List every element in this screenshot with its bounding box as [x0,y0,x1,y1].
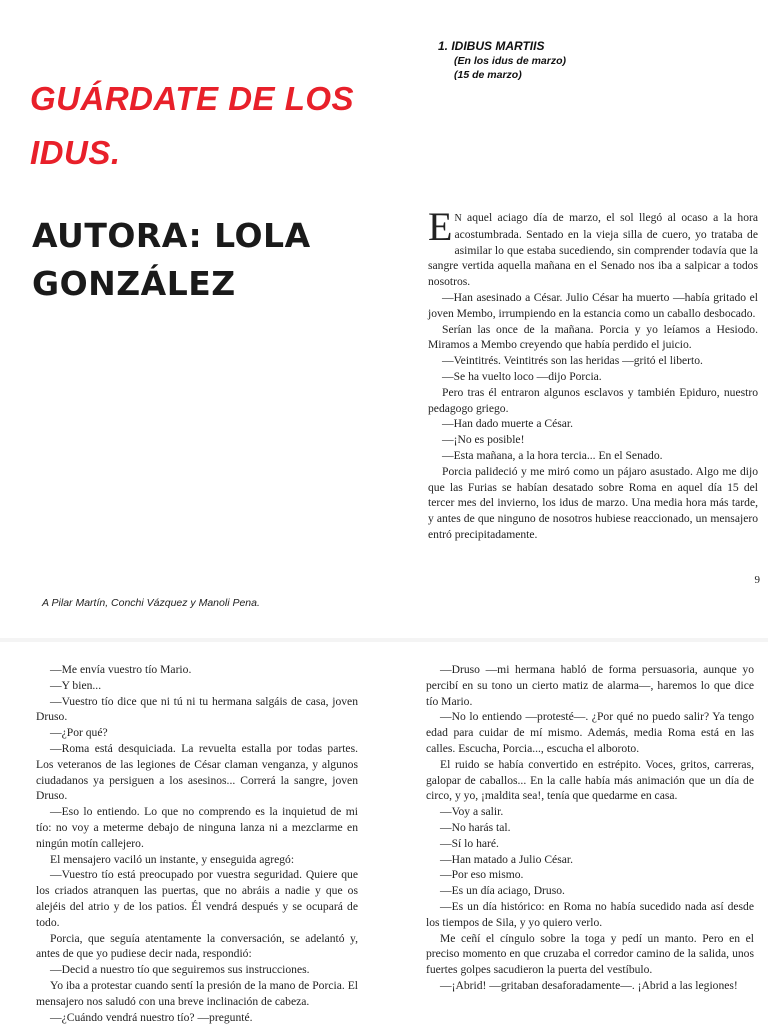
paragraph: —Esta mañana, a la hora tercia... En el Senado. [442,448,663,462]
title-page [0,0,384,640]
chapter-page [384,0,768,640]
paragraph: —¡No es posible! [442,433,525,447]
paragraph: Yo iba a protestar cuando sentí la presión de la mano de Porcia. El mensajero nos saludó con una breve inclinación de cabeza. [36,978,358,1008]
paragraph: —¡Abrid! —gritaban desaforadamente—. ¡Abrid a las legiones! [440,978,738,992]
paragraph: El ruido se había convertido en estrépito. Voces, gritos, carreras, galopar de caballos... En la calle había más animación que un día de circo, y yo, ¡maldita sea!, tenía que quedarme en casa. [426,757,754,803]
paragraph: —¿Por qué? [50,726,108,740]
paragraph: —Es un día aciago, Druso. [440,884,565,898]
paragraph: Me ceñí el cíngulo sobre la toga y pedí un manto. Pero en el preciso momento en que cruzaba el corredor camino de la salida, unos fuertes golpes sacudieron la puerta del vestíbulo. [426,931,754,977]
dedication: A Pilar Martín, Conchi Vázquez y Manoli Pena. [42,597,260,609]
paragraph: —Roma está desquiciada. La revuelta estalla por todas partes. Los veteranos de las legiones de César claman venganza, y algunos ciudadanos ya persiguen a los asesinos... Correrá la sangre, joven Druso. [36,741,358,803]
paragraph: —No harás tal. [440,820,511,834]
page-number: 9 [754,574,760,586]
paragraph: El mensajero vaciló un instante, y enseguida agregó: [50,852,295,866]
paragraph: —No lo entiendo —protesté—. ¿Por qué no puedo salir? Ya tengo edad para cuidar de mí mismo. Además, media Roma está en las calles. Escucha, Porcia..., escucha el alboroto. [426,710,754,755]
paragraph: —Han matado a Julio César. [440,852,573,866]
paragraph: —Y bien... [50,678,102,692]
paragraph: —Me envía vuestro tío Mario. [50,663,192,676]
paragraph: —Voy a salir. [440,805,504,819]
paragraph: —Por eso mismo. [440,868,524,882]
drop-cap: E [428,204,453,249]
story-page-left [0,640,384,1024]
paragraph: —Han dado muerte a César. [442,417,574,431]
paragraph: —Vuestro tío está preocupado por vuestra seguridad. Quiere que los criados atranquen las puertas, que no abráis a nadie y que os alejéis del atrio y de los patios. Él vendrá después y se ocupará de todo. [36,868,358,929]
chapter-title: 1. IDIBUS MARTIIS [438,39,545,53]
story-page-right [384,640,768,1024]
story-body-right [426,662,754,994]
paragraph: —¿Cuándo vendrá nuestro tío? —pregunté. [50,1010,253,1024]
paragraph-text: aquel aciago día de marzo, el sol llegó al ocaso a la hora acostumbrada. Sentado en la vieja silla de cuero, yo trataba de asimilar lo que estaba sucediendo, sin comprender todavía que la sangre vertida aquella mañana en el Senado nos iba a salpicar a todos nosotros. [428,211,758,289]
first-word-rest: N [454,213,462,224]
chapter-body [428,204,758,543]
story-body-left [36,662,358,1024]
paragraph [428,204,758,290]
paragraph: —Decid a nuestro tío que seguiremos sus instrucciones. [50,963,310,977]
paragraph: —Es un día histórico: en Roma no había sucedido nada así desde los tiempos de Sila, y yo quiero verlo. [426,899,754,929]
chapter-subtitle: (En los idus de marzo) [454,55,567,67]
paragraph: —Han asesinado a César. Julio César ha muerto —había gritado el joven Membo, irrumpiendo en la estancia como un caballo desbocado. [428,290,758,320]
chapter-date: (15 de marzo) [454,69,522,81]
author-name: AUTORA: LOLA GONZÁLEZ [32,216,311,303]
paragraph: —Eso lo entiendo. Lo que no comprendo es la inquietud de mi tío: no voy a meterme debajo de ninguna lanza ni a mezclarme en ningún motín callejero. [36,805,358,850]
paragraph: —Veintitrés. Veintitrés son las heridas —gritó el liberto. [442,354,703,368]
paragraph: Porcia palideció y me miró como un pájaro asustado. Algo me dijo que las Furias se habían desatado sobre Roma en aquel día 15 del tercer mes del invierno, los idus de marzo. Una media hora más tarde, y antes de que ninguno de nosotros hubiese reaccionado, un mensajero entró precipitadamente. [428,464,758,541]
paragraph: —Se ha vuelto loco —dijo Porcia. [442,369,602,383]
chapter-heading [438,38,738,82]
paragraph: Pero tras él entraron algunos esclavos y también Epiduro, nuestro pedagogo griego. [428,385,758,415]
paragraph: Serían las once de la mañana. Porcia y yo leíamos a Hesiodo. Miramos a Membo creyendo que había perdido el juicio. [428,322,758,352]
book-title: GUÁRDATE DE LOS IDUS. [30,80,355,171]
paragraph: Porcia, que seguía atentamente la conversación, se adelantó y, antes de que yo pudiese decir nada, respondió: [36,931,358,961]
paragraph: —Druso —mi hermana habló de forma persuasoria, aunque yo percibí en su tono un cierto matiz de alarma—, haremos lo que dice tío Mario. [426,663,754,708]
paragraph: —Sí lo haré. [440,836,499,850]
paragraph: —Vuestro tío dice que ni tú ni tu hermana salgáis de casa, joven Druso. [36,694,358,724]
